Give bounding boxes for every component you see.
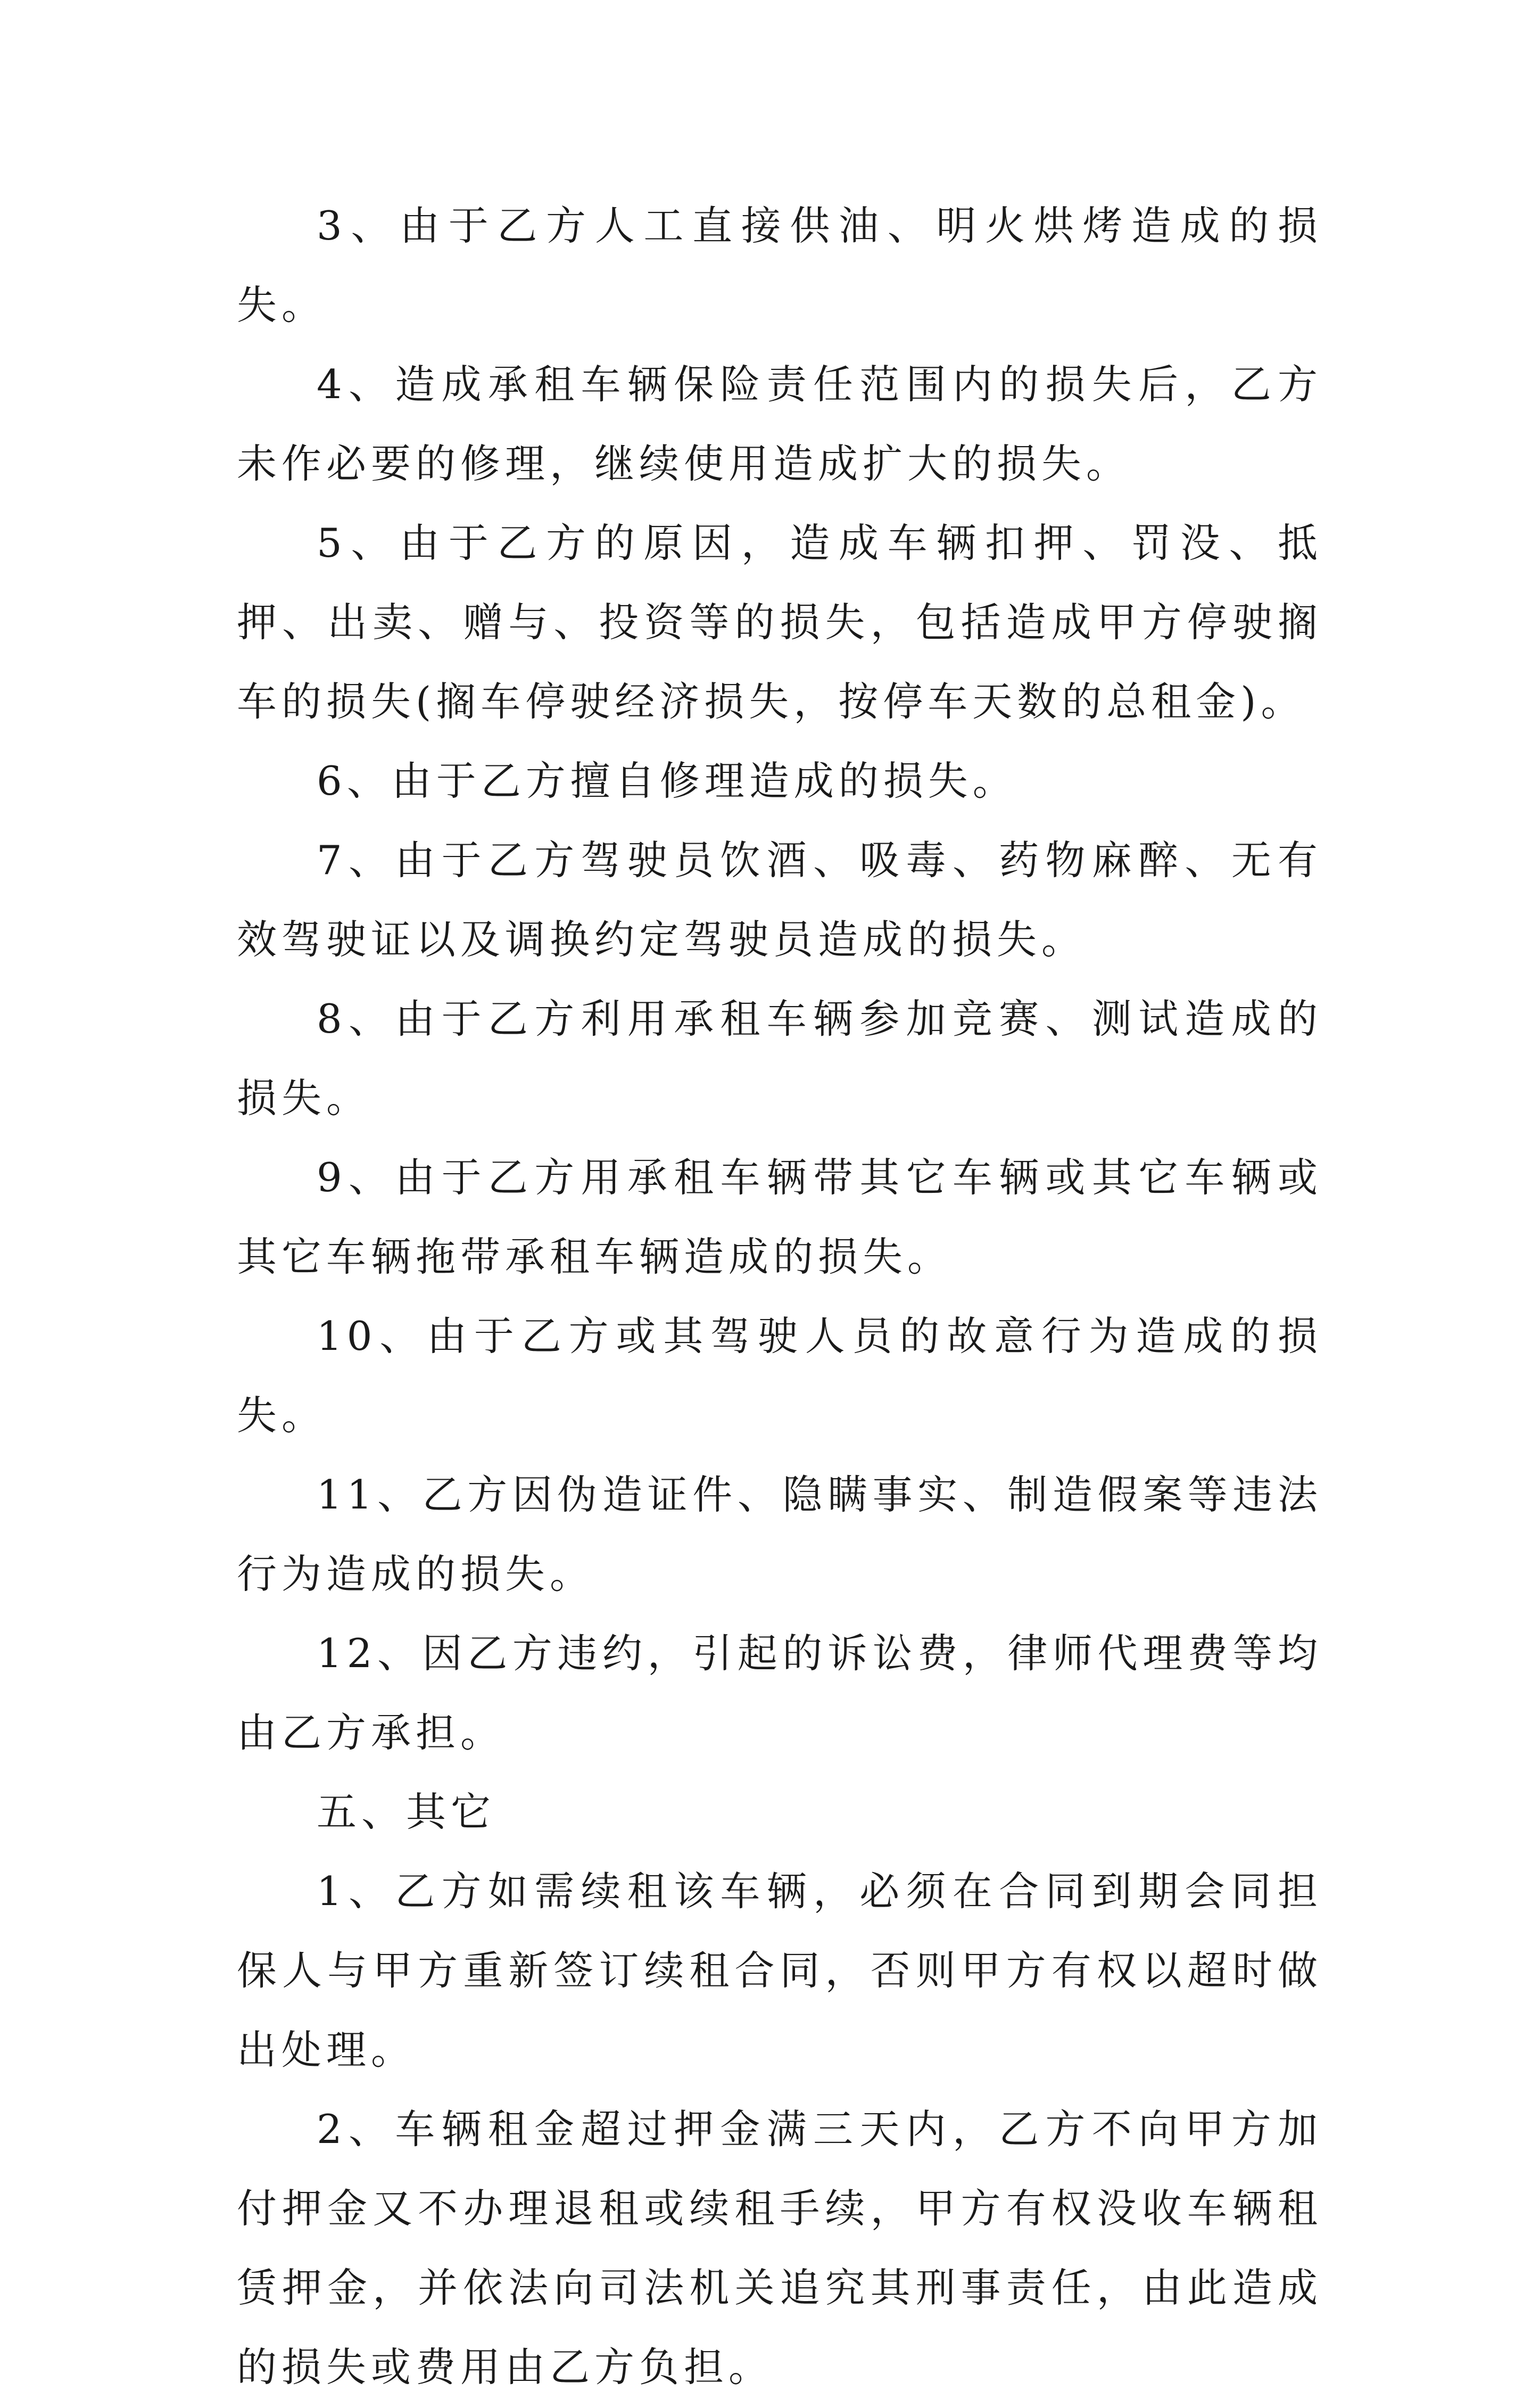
section-heading-other: 五、其它 xyxy=(317,1788,496,1835)
paragraph-clause-5: 5、由于乙方的原因，造成车辆扣押、罚没、抵押、出卖、赠与、投资等的损失，包括造成甲方停驶搁车的损失(搁车停驶经济损失，按停车天数的总租金)。 xyxy=(237,520,1322,725)
paragraph-clause-12: 12、因乙方违约，引起的诉讼费，律师代理费等均由乙方承担。 xyxy=(237,1630,1322,1756)
paragraph-clause-3: 3、由于乙方人工直接供油、明火烘烤造成的损失。 xyxy=(237,202,1322,328)
paragraph-clause-9: 9、由于乙方用承租车辆带其它车辆或其它车辆或其它车辆拖带承租车辆造成的损失。 xyxy=(237,1154,1322,1280)
paragraph-clause-4: 4、造成承租车辆保险责任范围内的损失后，乙方未作必要的修理，继续使用造成扩大的损失。 xyxy=(237,361,1322,487)
paragraph-other-1: 1、乙方如需续租该车辆，必须在合同到期会同担保人与甲方重新签订续租合同，否则甲方有权以超时做出处理。 xyxy=(237,1868,1322,2073)
document-body xyxy=(237,186,1322,2407)
paragraph-clause-7: 7、由于乙方驾驶员饮酒、吸毒、药物麻醉、无有效驾驶证以及调换约定驾驶员造成的损失。 xyxy=(237,837,1322,963)
paragraph-clause-10: 10、由于乙方或其驾驶人员的故意行为造成的损失。 xyxy=(237,1313,1322,1439)
paragraph-clause-6: 6、由于乙方擅自修理造成的损失。 xyxy=(317,757,1017,804)
paragraph-clause-11: 11、乙方因伪造证件、隐瞒事实、制造假案等违法行为造成的损失。 xyxy=(237,1471,1322,1597)
paragraph-other-2: 2、车辆租金超过押金满三天内，乙方不向甲方加付押金又不办理退租或续租手续，甲方有权没收车辆租赁押金，并依法向司法机关追究其刑事责任，由此造成的损失或费用由乙方负担。 xyxy=(237,2106,1322,2390)
paragraph-clause-8: 8、由于乙方利用承租车辆参加竞赛、测试造成的损失。 xyxy=(237,995,1322,1122)
